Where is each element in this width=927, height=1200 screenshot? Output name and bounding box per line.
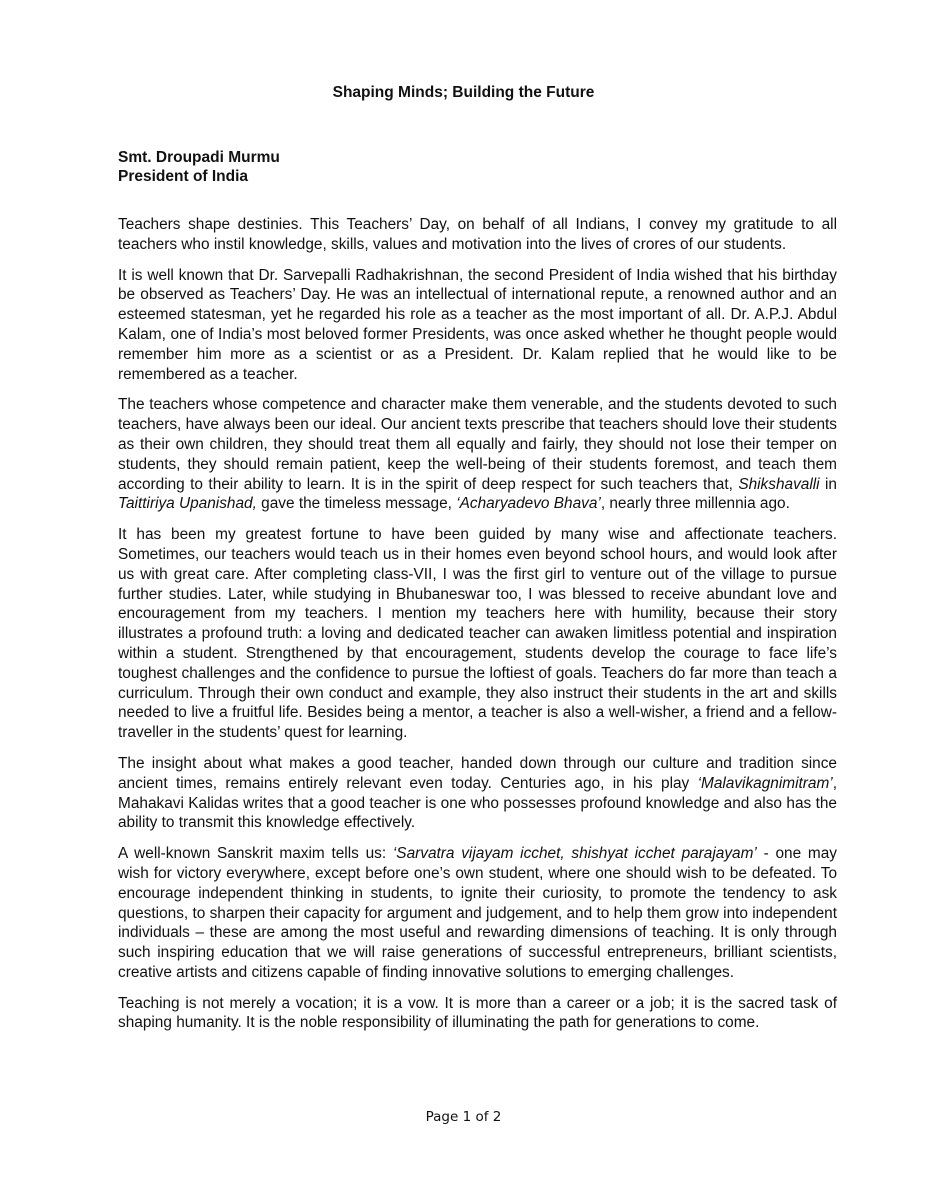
author-name: Smt. Droupadi Murmu (118, 149, 280, 166)
paragraph-text: It has been my greatest fortune to have been guided by many wise and affectionate teachers. Sometimes, our teachers would teach us in their homes even beyond school hours, and would look after us with great care. After completing class-VII, I was the first girl to venture out of the village to pursue further studies. Later, while studying in Bhubaneswar too, I was blessed to receive abundant love and encouragement from my teachers. I mention my teachers here with humility, because their story illustrates a profound truth: a loving and dedicated teacher can awaken limitless potential and inspiration within a student. Strengthened by that encouragement, students develop the courage to face life’s toughest challenges and the confidence to pursue the loftiest of goals. Teachers do far more than teach a curriculum. Through their own conduct and example, they also instruct their students in the art and skills needed to live a fruitful life. Besides being a mentor, a teacher is also a well-wisher, a friend and a fellow-traveller in the students’ quest for learning. (118, 526, 837, 742)
body-paragraph (118, 754, 837, 833)
document-title: Shaping Minds; Building the Future (332, 84, 595, 101)
body-paragraph (118, 395, 837, 514)
italic-text: Taittiriya Upanishad, (118, 495, 257, 513)
italic-text: Shikshavalli (738, 475, 820, 493)
paragraph-text: - one may wish for victory everywhere, except before one’s own student, where one should wish to be defeated. To encourage independent thinking in students, to ignite their curiosity, to promote the tendency to ask questions, to sharpen their capacity for argument and judgement, and to help them grow into independent individuals – these are among the most useful and rewarding dimensions of teaching. It is only through such inspiring education that we will raise generations of successful entrepreneurs, brilliant scientists, creative artists and citizens capable of finding innovative solutions to emerging challenges. (118, 845, 837, 981)
italic-text: ‘Malavikagnimitram’ (697, 774, 833, 792)
author-position: President of India (118, 168, 249, 185)
paragraph-text: A well-known Sanskrit maxim tells us: (118, 845, 393, 863)
paragraph-text: The teachers whose competence and character make them venerable, and the students devoted to such teachers, have always been our ideal. Our ancient texts prescribe that teachers should love their students as their own children, they should treat them all equally and fairly, they should not lose their temper on students, they should remain patient, keep the well-being of their students foremost, and teach them according to their ability to learn. It is in the spirit of deep respect for such teachers that, (118, 396, 837, 493)
document-body (118, 215, 837, 1044)
page-number: Page 1 of 2 (425, 1109, 502, 1125)
italic-text: ‘Sarvatra vijayam icchet, shishyat icchet parajayam’ (392, 845, 757, 863)
body-paragraph (118, 215, 837, 255)
paragraph-text: gave the timeless message, (256, 495, 457, 513)
paragraph-text: in (819, 475, 837, 493)
paragraph-text: , nearly three millennia ago. (600, 495, 790, 513)
body-paragraph (118, 525, 837, 743)
italic-text: ‘Acharyadevo Bhava’ (456, 495, 601, 513)
body-paragraph (118, 994, 837, 1034)
paragraph-text: Teachers shape destinies. This Teachers’ Day, on behalf of all Indians, I convey my gratitude to all teachers who instil knowledge, skills, values and motivation into the lives of crores of our students. (118, 216, 837, 253)
paragraph-text: It is well known that Dr. Sarvepalli Radhakrishnan, the second President of India wished that his birthday be observed as Teachers’ Day. He was an intellectual of international repute, a renowned author and an esteemed statesman, yet he regarded his role as a teacher as the most important of all. Dr. A.P.J. Abdul Kalam, one of India’s most beloved former Presidents, was once asked whether he thought people would remember him more as a scientist or as a President. Dr. Kalam replied that he would like to be remembered as a teacher. (118, 266, 837, 383)
body-paragraph (118, 844, 837, 983)
paragraph-text: , Mahakavi Kalidas writes that a good teacher is one who possesses profound knowledge and also has the ability to transmit this knowledge effectively. (118, 774, 837, 832)
body-paragraph (118, 266, 837, 385)
paragraph-text: Teaching is not merely a vocation; it is a vow. It is more than a career or a job; it is the sacred task of shaping humanity. It is the noble responsibility of illuminating the path for generations to come. (118, 994, 837, 1032)
paragraph-text: The insight about what makes a good teacher, handed down through our culture and tradition since ancient times, remains entirely relevant even today. Centuries ago, in his play (118, 754, 837, 792)
author-block (118, 148, 280, 186)
